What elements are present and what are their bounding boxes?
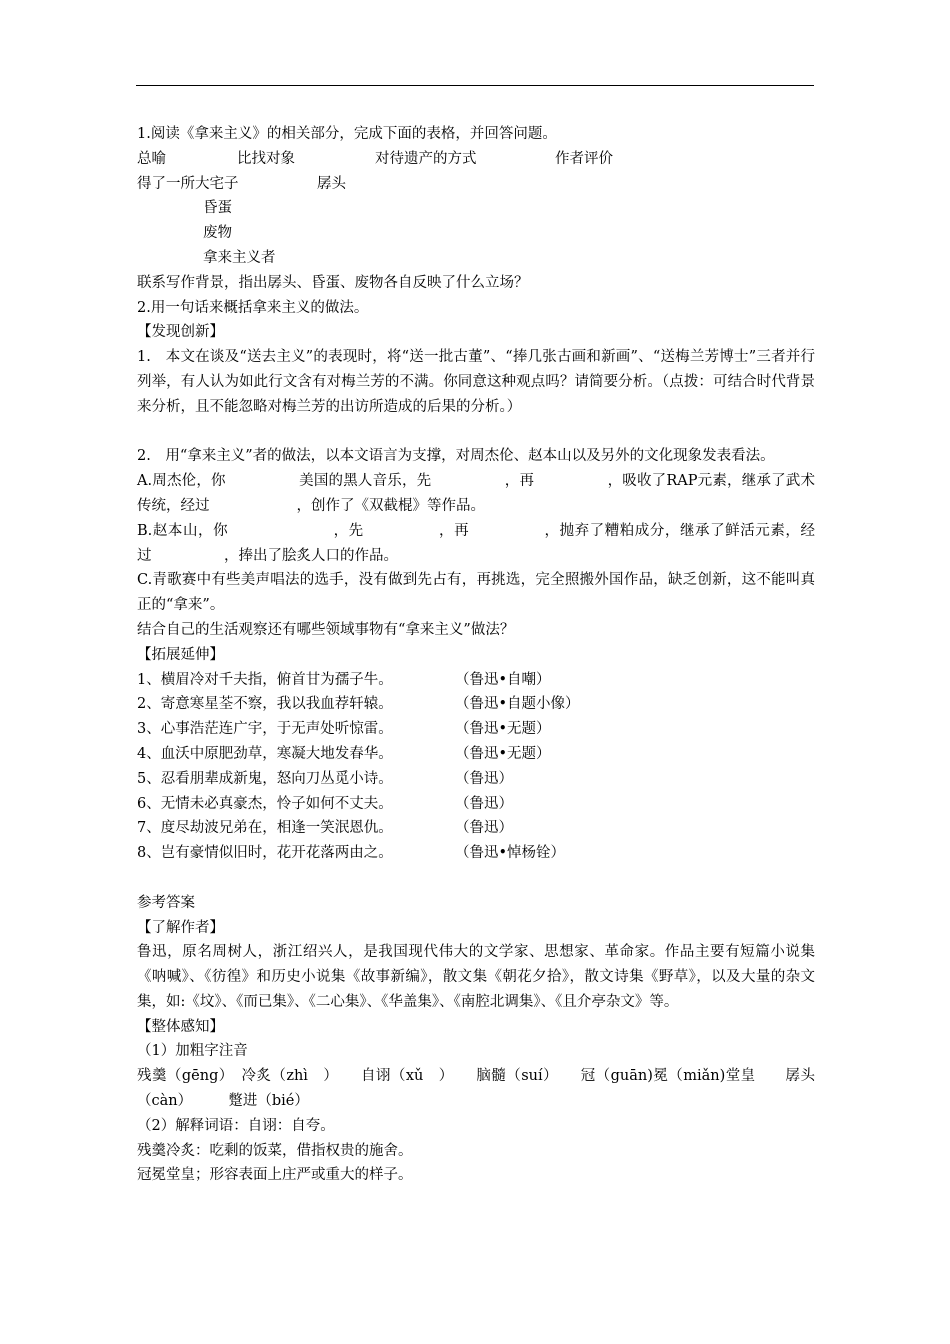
poem-source: （鲁迅•悼杨铨） bbox=[455, 845, 566, 862]
table-row bbox=[137, 172, 815, 197]
table-header-row bbox=[137, 147, 815, 172]
discover-option-c: C.青歌赛中有些美声唱法的选手，没有做到先占有，再挑选，完全照搬外国作品，缺乏创新，这不能叫真正的“拿来”。 bbox=[137, 572, 815, 614]
spacer bbox=[137, 420, 815, 445]
table-header-cell: 总喻 bbox=[137, 150, 166, 167]
poem-source: （鲁迅） bbox=[455, 795, 513, 812]
definition-2: 残羹冷炙：吃剩的饭菜，借指权贵的施舍。 bbox=[137, 1142, 413, 1159]
table-header-cell: 对待遗产的方式 bbox=[375, 150, 477, 167]
table-row: 废物 bbox=[203, 225, 232, 242]
author-paragraph: 鲁迅，原名周树人，浙江绍兴人，是我国现代伟大的文学家、思想家、革命家。作品主要有短篇小说集《呐喊》、《彷徨》和历史小说集《故事新编》，散文集《朝花夕拾》，散文诗集《野草》，以及大量的杂文集，如:《坟》、《而已集》、《二心集》、《华盖集》、《南腔北调集》、《且介亭杂文》等。 bbox=[137, 944, 815, 1010]
poem-line: 2、寄意寒星荃不察，我以我血荐轩辕。 bbox=[137, 696, 393, 713]
table-row: 拿来主义者 bbox=[203, 249, 276, 266]
pinyin-heading: （1）加粗字注音 bbox=[137, 1043, 248, 1060]
poem-source: （鲁迅） bbox=[455, 820, 513, 837]
table-cell: 孱头 bbox=[317, 175, 346, 192]
poem-line: 4、血沃中原肥劲草，寒凝大地发春华。 bbox=[137, 745, 393, 762]
list-item bbox=[137, 792, 815, 817]
poem-source: （鲁迅•无题） bbox=[455, 721, 551, 738]
header-rule bbox=[136, 85, 814, 86]
question-2: 2.用一句话来概括拿来主义的做法。 bbox=[137, 299, 369, 316]
poem-line: 3、心事浩茫连广宇，于无声处听惊雷。 bbox=[137, 721, 393, 738]
list-item bbox=[137, 841, 815, 866]
table-row: 昏蛋 bbox=[203, 200, 232, 217]
pinyin-annotations: 残羹（gēng） 冷炙（zhì ） 自诩（xǔ ） 脑髓（suí） 冠（guān)冕（miǎn)堂皇 孱头（càn） 蹩进（bié） bbox=[137, 1068, 815, 1110]
poem-source: （鲁迅•无题） bbox=[455, 745, 551, 762]
question-1b: 联系写作背景，指出孱头、昏蛋、废物各自反映了什么立场？ bbox=[137, 274, 529, 291]
poem-line: 5、忍看朋辈成新鬼，怒向刀丛觅小诗。 bbox=[137, 770, 393, 787]
document-body bbox=[137, 122, 815, 1188]
poem-line: 1、横眉冷对千夫指，俯首甘为孺子牛。 bbox=[137, 671, 393, 688]
poem-source: （鲁迅） bbox=[455, 770, 513, 787]
section-heading-author: 【了解作者】 bbox=[137, 919, 224, 936]
list-item bbox=[137, 816, 815, 841]
discover-option-a: A.周杰伦，你 美国的黑人音乐，先 ，再 ，吸收了RAP元素，继承了武术传统，经过 ，创作了《双截棍》等作品。 bbox=[137, 473, 815, 514]
definition-1: （2）解释词语：自诩：自夸。 bbox=[137, 1117, 335, 1134]
list-item bbox=[137, 717, 815, 742]
definition-3: 冠冕堂皇；形容表面上庄严或重大的样子。 bbox=[137, 1167, 413, 1184]
list-item bbox=[137, 692, 815, 717]
discover-question-2: 2. 用“拿来主义”者的做法，以本文语言为支撑，对周杰伦、赵本山以及另外的文化现象发表看法。 bbox=[137, 448, 775, 465]
poem-line: 8、岂有豪情似旧时，花开花落两由之。 bbox=[137, 845, 393, 862]
table-cell: 得了一所大宅子 bbox=[137, 175, 239, 192]
discover-question-1: 1. 本文在谈及“送去主义”的表现时，将“送一批古董”、“捧几张古画和新画”、“送梅兰芳博士”三者并行列举，有人认为如此行文含有对梅兰芳的不满。你同意这种观点吗？请简要分析。（点拨：可结合时代背景来分析，且不能忽略对梅兰芳的出访所造成的后果的分析。） bbox=[137, 349, 815, 415]
question-1: 1.阅读《拿来主义》的相关部分，完成下面的表格，并回答问题。 bbox=[137, 126, 557, 142]
spacer bbox=[137, 866, 815, 891]
list-item bbox=[137, 742, 815, 767]
poem-source: （鲁迅•自题小像） bbox=[455, 696, 580, 713]
poem-line: 6、无情未必真豪杰，怜子如何不丈夫。 bbox=[137, 795, 393, 812]
discover-option-b: B.赵本山，你 ，先 ，再 ，抛弃了糟粕成分，继承了鲜活元素，经过 ，捧出了脍炙人口的作品。 bbox=[137, 522, 815, 564]
list-item bbox=[137, 668, 815, 693]
section-heading-discover: 【发现创新】 bbox=[137, 324, 224, 341]
poem-list bbox=[137, 668, 815, 866]
section-heading-extend: 【拓展延伸】 bbox=[137, 646, 224, 663]
list-item bbox=[137, 767, 815, 792]
table-header-cell: 比找对象 bbox=[237, 150, 295, 167]
section-heading-overall: 【整体感知】 bbox=[137, 1018, 224, 1035]
answers-title: 参考答案 bbox=[137, 894, 195, 911]
poem-source: （鲁迅•自嘲） bbox=[455, 671, 551, 688]
poem-line: 7、度尽劫波兄弟在，相逢一笑泯恩仇。 bbox=[137, 820, 393, 837]
discover-question-3: 结合自己的生活观察还有哪些领域事物有“拿来主义”做法？ bbox=[137, 621, 515, 638]
table-header-cell: 作者评价 bbox=[555, 150, 613, 167]
